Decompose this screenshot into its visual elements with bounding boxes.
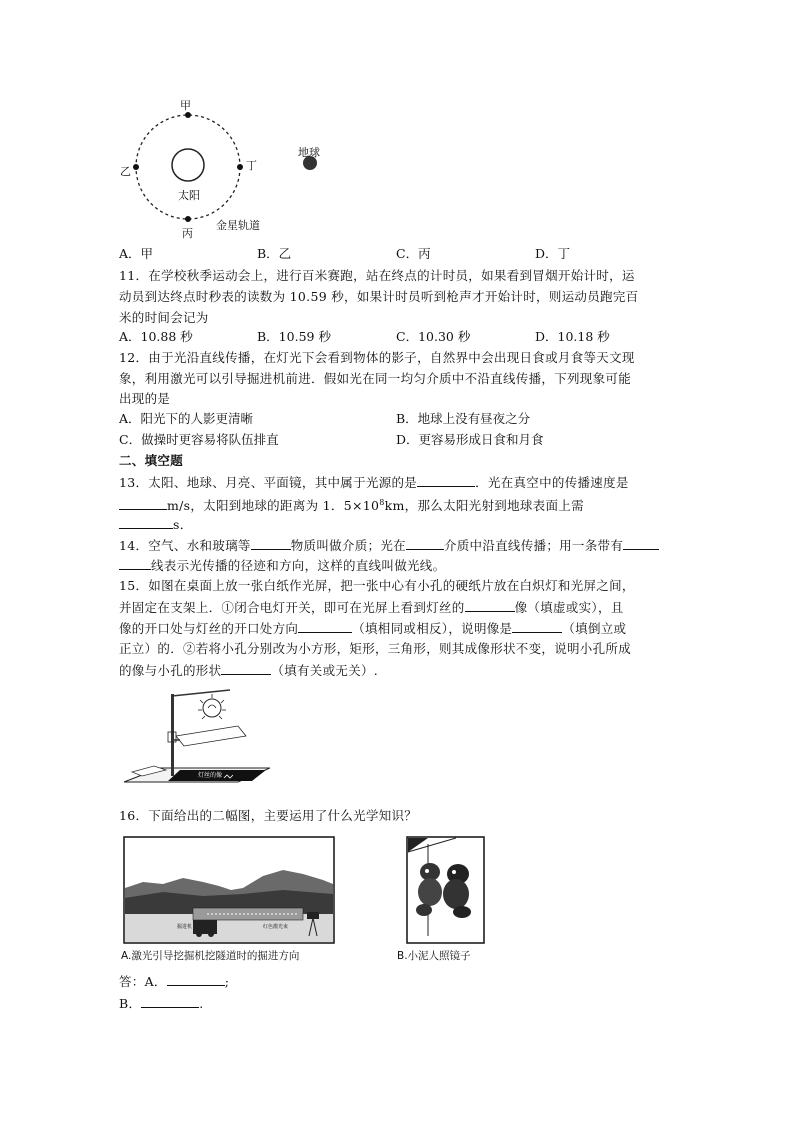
q10-option-b: B．乙: [257, 246, 292, 261]
venus-orbit-diagram: [110, 95, 340, 245]
q16-line1: 16．下面给出的二幅图，主要运用了什么光学知识？: [119, 808, 418, 823]
q13-line1: [119, 474, 629, 491]
q15-line4: 正立）的．②若将小孔分别改为小方形，矩形，三角形，则其成像形状不变，说明小孔所成: [119, 641, 632, 656]
q12-option-c: C．做操时更容易将队伍排直: [119, 432, 279, 447]
pinhole-apparatus-figure: [120, 682, 270, 792]
q11-line3: 米的时间会记为: [119, 310, 209, 325]
q15-text-5b: （填有关或无关）.: [271, 663, 379, 678]
q14-text-4: 线表示光传播的径迹和方向，这样的直线叫做光线。: [151, 558, 446, 573]
q13-text-2: ．光在真空中的传播速度是: [475, 475, 629, 490]
label-bing: 丙: [182, 227, 193, 240]
q13-text-1: 13．太阳、地球、月亮、平面镜，其中属于光源的是: [119, 475, 418, 490]
figure-b-caption: B.小泥人照镜子: [397, 950, 471, 962]
q12-line2: 象，利用激光可以引导掘进机前进．假如光在同一均匀介质中不沿直线传播，下列现象可能: [119, 371, 632, 386]
q15-text-5a: 的像与小孔的形状: [119, 663, 222, 678]
orbit-circle: [136, 115, 240, 219]
q14-text-2: 物质叫做介质；光在: [290, 538, 406, 553]
q15-line3: [119, 620, 626, 637]
q15-blank-1: [465, 599, 515, 612]
q14-text-3: 介质中沿直线传播；用一条带有: [443, 538, 624, 553]
q15-line1: 15．如图在桌面上放一张白纸作光屏，把一张中心有小孔的硬纸片放在白炽灯和光屏之间，: [119, 578, 635, 593]
q13-text-5: s．: [173, 517, 193, 532]
q11-option-c: C．10.30 秒: [396, 329, 471, 344]
figure-a-laser-tunnel: [123, 836, 335, 944]
position-ding: [237, 164, 243, 170]
label-sun: 太阳: [178, 189, 200, 202]
q15-blank-2: [298, 620, 352, 633]
q16-answer-b-label: B．: [119, 996, 142, 1011]
q14-line1: [119, 537, 659, 554]
q14-text-1: 14．空气、水和玻璃等: [119, 538, 251, 553]
q12-line3: 出现的是: [119, 391, 171, 406]
q13-line3: [119, 516, 193, 533]
q10-option-a: A．甲: [119, 246, 154, 261]
q14-blank-2: [406, 537, 444, 550]
q15-line2: [119, 599, 624, 616]
svg-text:灯丝的像: 灯丝的像: [198, 772, 223, 779]
q13-exponent: 8: [379, 498, 385, 507]
bulb-icon: [203, 699, 221, 717]
q11-line1: 11．在学校秋季运动会上，进行百米赛跑，站在终点的计时员，如果看到冒烟开始计时，运: [119, 268, 635, 283]
label-jia: 甲: [180, 99, 191, 112]
q15-line5: [119, 662, 378, 679]
q16-blank-b: [141, 995, 199, 1008]
label-ding: 丁: [246, 159, 257, 172]
svg-text:红色激光束: 红色激光束: [263, 924, 289, 930]
figure-a-caption: A.激光引导挖掘机挖隧道时的掘进方向: [121, 950, 300, 962]
figure-b-clay-figure-mirror: [406, 836, 485, 944]
q15-text-3a: 像的开口处与灯丝的开口处方向: [119, 621, 299, 636]
q14-line2: [119, 557, 445, 574]
position-yi: [133, 164, 139, 170]
q15-text-2b: 像（填虚或实），且: [514, 600, 624, 615]
q13-text-3: m/s，太阳到地球的距离为 1．5×10: [167, 498, 380, 514]
q16-answer-a: [119, 973, 229, 990]
position-bing: [185, 216, 191, 222]
q11-option-b: B．10.59 秒: [257, 329, 331, 344]
q13-line2: [119, 495, 584, 514]
q14-blank-4: [119, 557, 151, 570]
q13-blank-3: [119, 516, 173, 529]
q14-blank-1: [251, 537, 291, 550]
q12-option-d: D．更容易形成日食和月食: [396, 432, 544, 447]
q16-answer-a-end: ;: [224, 974, 230, 989]
q16-answer-a-label: 答：A．: [119, 974, 167, 989]
q10-option-c: C．丙: [396, 246, 431, 261]
q16-answer-b: [119, 995, 204, 1012]
q15-text-3b: （填相同或相反），说明像是: [352, 621, 513, 636]
svg-text:掘进机: 掘进机: [177, 924, 193, 930]
q14-blank-3: [623, 537, 659, 550]
q13-text-4: km，那么太阳光射到地球表面上需: [384, 498, 584, 514]
q13-blank-2: [119, 497, 167, 510]
label-orbit: 金星轨道: [216, 219, 260, 232]
q11-option-d: D．10.18 秒: [535, 329, 610, 344]
q16-answer-b-end: .: [199, 996, 204, 1011]
q12-line1: 12．由于光沿直线传播，在灯光下会看到物体的影子，自然界中会出现日食或月食等天文现: [119, 350, 635, 365]
section-fill-in-heading: 二、填空题: [119, 453, 184, 468]
label-earth: 地球: [298, 146, 320, 159]
label-yi: 乙: [120, 165, 131, 178]
q15-blank-3: [512, 620, 562, 633]
q12-option-b: B．地球上没有昼夜之分: [396, 411, 531, 426]
q10-option-d: D．丁: [535, 246, 571, 261]
q12-option-a: A．阳光下的人影更清晰: [119, 411, 254, 426]
q15-text-2a: 并固定在支架上．①闭合电灯开关，即可在光屏上看到灯丝的: [119, 600, 465, 615]
cardboard-pinhole: [176, 726, 246, 746]
q11-line2: 动员到达终点时秒表的读数为 10.59 秒，如果计时员听到枪声才开始计时，则运动员跑完百: [119, 289, 639, 304]
q15-blank-4: [221, 662, 271, 675]
q15-text-3c: （填倒立或: [562, 621, 627, 636]
q16-blank-a: [167, 973, 225, 986]
sun-circle: [172, 149, 204, 181]
q11-option-a: A．10.88 秒: [119, 329, 193, 344]
q13-blank-1: [417, 474, 475, 487]
